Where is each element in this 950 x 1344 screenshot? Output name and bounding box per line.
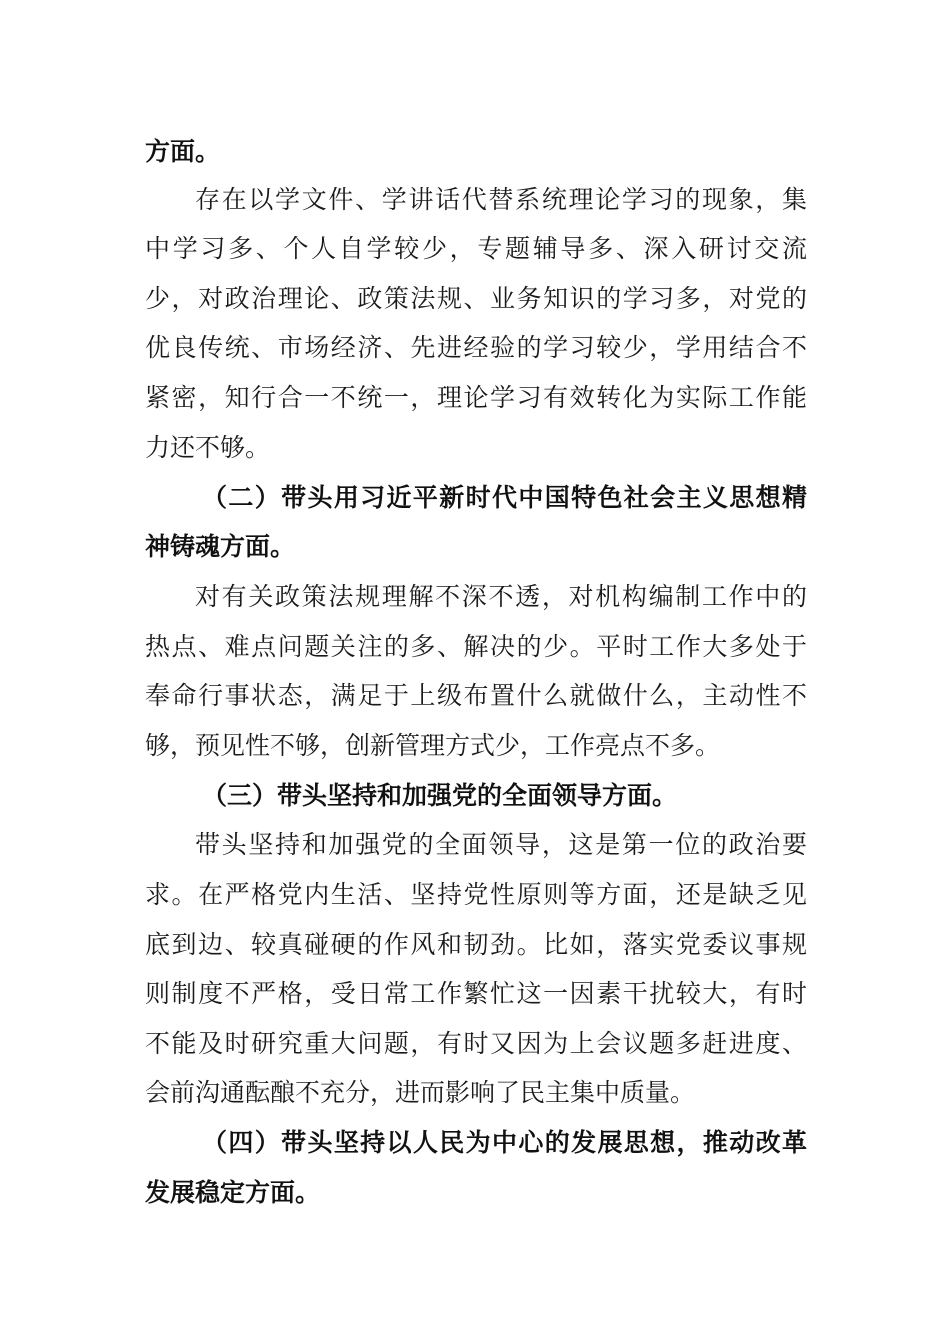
paragraph-line: 够，预见性不够，创新管理方式少，工作亮点不多。 <box>145 731 721 760</box>
section-heading-4: 发展稳定方面。 <box>145 1178 321 1207</box>
paragraph-line: 中学习多、个人自学较少，专题辅导多、深入研讨交流 <box>145 234 807 263</box>
paragraph-line: 热点、难点问题关注的多、解决的少。平时工作大多处于 <box>145 632 807 661</box>
paragraph-line: 优良传统、市场经济、先进经验的学习较少，学用结合不 <box>145 333 807 362</box>
paragraph-line: 不能及时研究重大问题，有时又因为上会议题多赶进度、 <box>145 1029 807 1058</box>
paragraph-line: 求。在严格党内生活、坚持党性原则等方面，还是缺乏见 <box>145 880 807 909</box>
section-heading-continuation: 方面。 <box>145 137 221 166</box>
section-heading-3: （三）带头坚持和加强党的全面领导方面。 <box>202 781 678 810</box>
paragraph-line: 对有关政策法规理解不深不透，对机构编制工作中的 <box>195 582 807 611</box>
paragraph-line: 力还不够。 <box>145 433 271 462</box>
paragraph-line: 奉命行事状态，满足于上级布置什么就做什么，主动性不 <box>145 681 807 710</box>
section-heading-2: （二）带头用习近平新时代中国特色社会主义思想精 <box>202 483 807 512</box>
paragraph-line: 少，对政治理论、政策法规、业务知识的学习多，对党的 <box>145 284 807 313</box>
paragraph-line: 底到边、较真碰硬的作风和韧劲。比如，落实党委议事规 <box>145 930 807 959</box>
section-heading-4: （四）带头坚持以人民为中心的发展思想，推动改革 <box>202 1128 807 1157</box>
paragraph-line: 紧密，知行合一不统一，理论学习有效转化为实际工作能 <box>145 383 807 412</box>
paragraph-line: 带头坚持和加强党的全面领导，这是第一位的政治要 <box>195 830 807 859</box>
section-heading-2: 神铸魂方面。 <box>145 532 296 561</box>
paragraph-line: 存在以学文件、学讲话代替系统理论学习的现象，集 <box>195 185 807 214</box>
paragraph-line: 则制度不严格，受日常工作繁忙这一因素干扰较大，有时 <box>145 979 807 1008</box>
paragraph-line: 会前沟通酝酿不充分，进而影响了民主集中质量。 <box>145 1078 696 1107</box>
